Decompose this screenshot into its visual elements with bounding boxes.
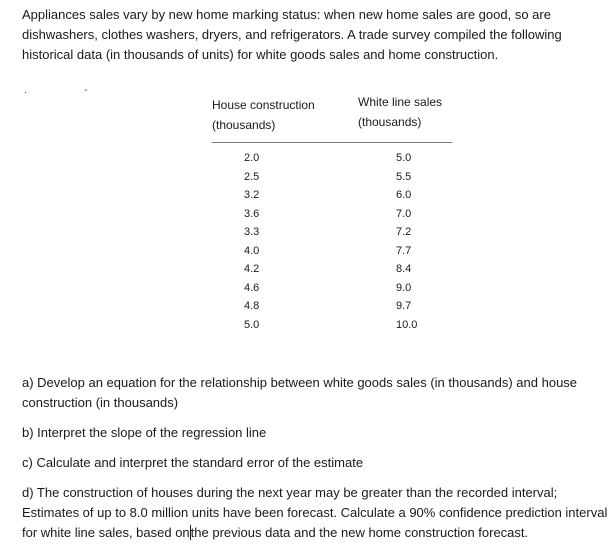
white-line-sales-cell: 9.7 [396, 300, 412, 312]
table-row [212, 242, 452, 261]
white-line-sales-cell: 8.4 [396, 263, 412, 275]
house-construction-cell: 3.6 [244, 207, 260, 220]
question-a: a) Develop an equation for the relationship between white goods sales (in thousands) and house construction (in thousands) [22, 375, 578, 410]
question-d-text-end: the previous data and the new home construction forecast. [190, 525, 529, 540]
table-row [212, 223, 452, 242]
table-row [212, 205, 452, 224]
white-line-sales-cell: 5.5 [396, 170, 412, 183]
problem-intro [22, 5, 607, 65]
white-line-sales-cell: 9.0 [396, 281, 412, 294]
house-construction-cell: 5.0 [244, 318, 260, 331]
column-header-label: White line sales [358, 95, 443, 109]
house-construction-cell: 4.0 [244, 244, 260, 257]
white-line-sales-cell: 7.0 [396, 207, 412, 220]
white-line-sales-cell: 6.0 [396, 189, 412, 201]
stray-dot-mark: . [24, 84, 28, 96]
question-c: c) Calculate and interpret the standard error of the estimate [22, 455, 364, 470]
house-construction-cell: 4.2 [244, 263, 260, 275]
table-row [212, 297, 452, 316]
house-construction-cell: 2.5 [244, 170, 260, 183]
white-line-sales-cell: 7.2 [396, 226, 412, 238]
table-row [212, 279, 452, 298]
question-list [22, 373, 610, 543]
question-d-text: d) The construction of houses during the next year may be greater than the recorded interval; Estimates of up to 8.0 million units have been forecast. Calculate a 90% confidence prediction interval for white line sales, based on [22, 485, 608, 540]
table-row [212, 316, 452, 335]
white-line-sales-cell: 7.7 [396, 244, 412, 257]
table-header [212, 92, 452, 140]
white-line-sales-cell: 10.0 [396, 318, 418, 331]
house-construction-cell: 2.0 [244, 152, 260, 164]
column-header-unit: (thousands) [212, 118, 276, 132]
table-row [212, 168, 452, 187]
intro-paragraph: Appliances sales vary by new home marking status: when new home sales are good, so are dishwashers, clothes washers, dryers, and refrigerators. A trade survey compiled the following historical data (in thousands of units) for white goods sales and home construction. [22, 7, 562, 62]
table-row [212, 260, 452, 279]
house-construction-cell: 3.2 [244, 189, 260, 201]
stray-dash-mark: - [84, 84, 88, 96]
question-b: b) Interpret the slope of the regression line [22, 425, 267, 440]
column-header-label: House construction [212, 98, 315, 112]
white-line-sales-cell: 5.0 [396, 152, 412, 164]
table-row [212, 149, 452, 168]
column-header-house-construction [212, 95, 315, 135]
house-construction-cell: 4.6 [244, 281, 260, 294]
column-header-unit: (thousands) [358, 115, 422, 129]
table-body [212, 149, 452, 334]
data-table [212, 92, 452, 331]
house-construction-cell: 3.3 [244, 226, 260, 238]
table-row [212, 186, 452, 205]
column-header-white-line-sales [358, 92, 442, 132]
question-d [22, 483, 610, 543]
table-divider [212, 142, 452, 143]
house-construction-cell: 4.8 [244, 300, 260, 312]
